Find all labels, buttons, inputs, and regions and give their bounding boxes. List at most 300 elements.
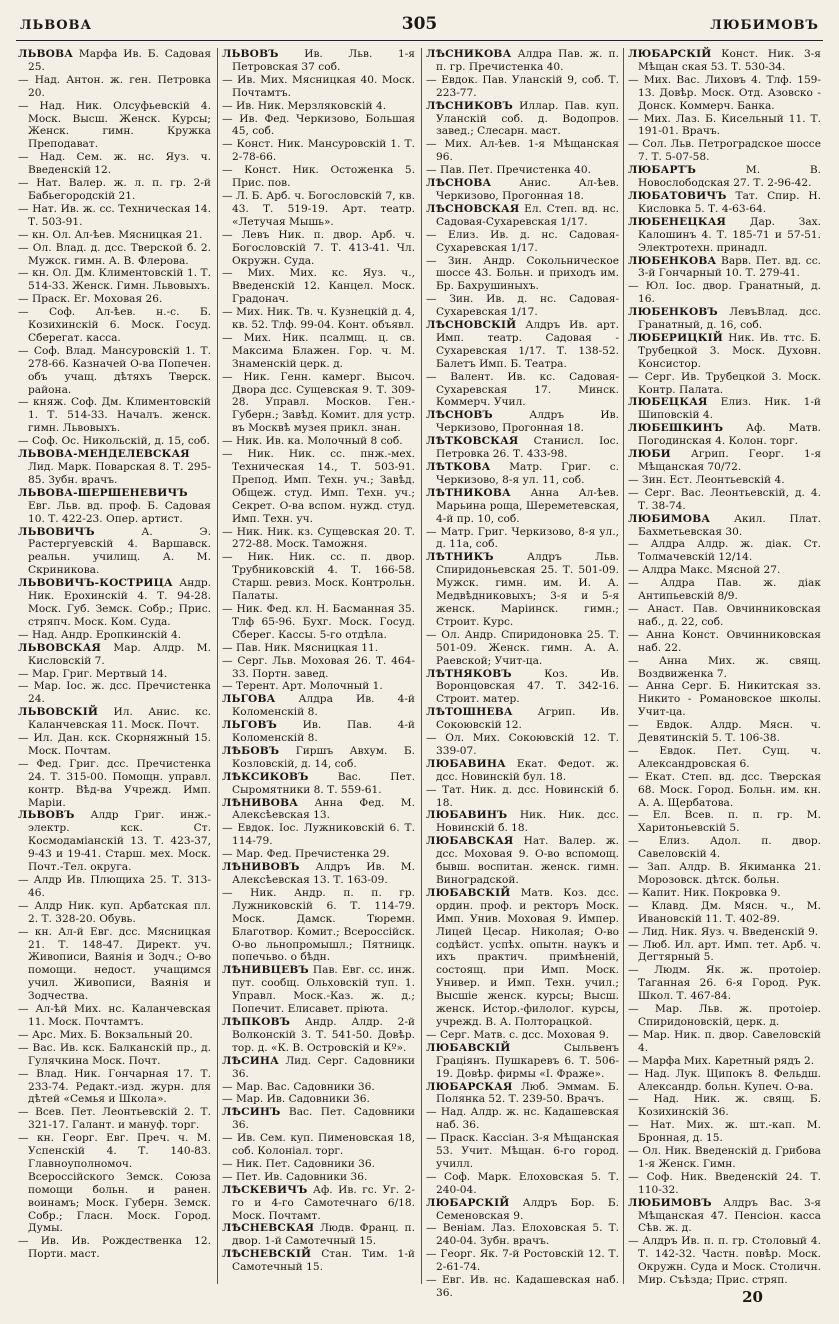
entry-text: Валент. Ив. кс. Садовая-Сухаревская 17. Минск. Коммерч. Учил. bbox=[436, 370, 619, 409]
entry-text: Сыльвенъ Граціянъ. Пушкаревъ 6. Т. 506-19. Довѣр. фирмы «І. Фраже». bbox=[436, 1041, 619, 1080]
directory-entry bbox=[222, 1016, 415, 1055]
surname: ЛЬГОВА bbox=[222, 693, 276, 706]
ditto-dash: — bbox=[628, 280, 646, 293]
ditto-dash: — bbox=[222, 73, 238, 86]
directory-entry bbox=[426, 668, 619, 707]
surname: ЛЮБИМОВА bbox=[628, 512, 711, 525]
entry-text: Алдра Пав. ж. діак Антипьевскій 8/9. bbox=[638, 577, 821, 603]
directory-sub-entry bbox=[628, 74, 821, 113]
ditto-dash: — bbox=[628, 886, 642, 899]
entry-text: Мар. Алдр. М. Кисловскій 7. bbox=[28, 641, 211, 667]
ditto-dash: — bbox=[628, 835, 659, 848]
entry-text: Мар. Фед. Пречистенка 29. bbox=[235, 848, 390, 861]
signature-mark: 20 bbox=[742, 1288, 763, 1306]
directory-entry bbox=[18, 448, 211, 487]
directory-entry bbox=[426, 409, 619, 435]
entry-text: Тат. Спир. Н. Кисловка 5. Т. 4-63-64. bbox=[638, 189, 821, 215]
entry-text: Юл. Іос. двор. Гранатный, д. 16. bbox=[638, 280, 821, 306]
surname: ЛЮБАРСКІЙ bbox=[426, 1196, 510, 1209]
entry-text: Анна Мих. ж. свящ. Воздвиженка 7. bbox=[638, 654, 821, 680]
entry-text: Людм. Як. ж. протоіер. Таганная 26. 6-я Город. Рук. Школ. Т. 467-84. bbox=[638, 964, 821, 1003]
directory-entry bbox=[222, 1055, 415, 1081]
directory-entry bbox=[426, 835, 619, 887]
ditto-dash: — bbox=[426, 1132, 441, 1145]
entry-text: Мар. Іос. ж. дсс. Пречистенка 24. bbox=[28, 680, 211, 706]
ditto-dash: — bbox=[222, 886, 251, 899]
ditto-dash: — bbox=[628, 602, 648, 615]
entry-text: Лид. Ник. Яуз. ч. Введенскій 9. bbox=[641, 925, 819, 938]
ditto-dash: — bbox=[222, 551, 248, 564]
entry-text: Ник. Ив. ка. Молочный 8 соб. bbox=[235, 435, 403, 448]
ditto-dash: — bbox=[426, 1170, 445, 1183]
directory-sub-entry bbox=[18, 267, 211, 293]
entry-text: Алдръ Ив. М. Алексѣевская 13. Т. 163-09. bbox=[232, 861, 415, 886]
ditto-dash: — bbox=[628, 809, 653, 822]
entry-text: Тат. Ник. д. дсс. Новинскій б. 18. bbox=[436, 783, 619, 809]
ditto-dash: — bbox=[628, 654, 660, 667]
directory-sub-entry bbox=[18, 1029, 211, 1042]
ditto-dash: — bbox=[628, 770, 646, 783]
directory-page bbox=[16, 14, 823, 1310]
directory-entry bbox=[222, 1248, 415, 1274]
surname: ЛЮБАРСКАЯ bbox=[426, 1080, 513, 1093]
directory-entry bbox=[426, 706, 619, 732]
entry-text: Алдра Алдр. ж. діак. Ст. Толмачевскій 12/14. bbox=[638, 538, 821, 564]
column-rule bbox=[217, 48, 218, 1284]
surname: ЛЬВОВИЧЪ bbox=[18, 525, 95, 538]
directory-entry bbox=[426, 100, 619, 139]
entry-text: Акил. Плат. Бахметьевская 30. bbox=[638, 512, 821, 538]
entry-text: Евдок. Іос. Лужниковскій 6. Т. 114-79. bbox=[232, 822, 415, 848]
entry-text: Евг. Льв. вд. проф. Б. Садовая 10. Т. 422-23. Опер. артист. bbox=[28, 499, 211, 525]
column-rule bbox=[421, 48, 422, 1284]
ditto-dash: — bbox=[18, 228, 32, 241]
entry-text: Алдръ Льв. Спиридоньевская 25. Т. 501-09. Мужск. гимн. им. И. А. Медвѣдниковыхъ; 3-я и 5-я женск. Маріинск. гимн.; Строит. Курс. bbox=[436, 551, 619, 628]
ditto-dash: — bbox=[426, 732, 446, 745]
entry-text: Ник. Пет. Садовники 36. bbox=[235, 1157, 376, 1170]
directory-sub-entry bbox=[222, 74, 415, 100]
running-head-right: ЛЮБИМОВЪ bbox=[710, 18, 819, 33]
directory-sub-entry bbox=[628, 719, 821, 745]
directory-entry bbox=[628, 422, 821, 448]
entry-text: Мих. Лаз. Б. Кисельный 11. Т. 191-01. Врачъ. bbox=[638, 112, 821, 138]
directory-sub-entry bbox=[18, 435, 211, 448]
directory-entry bbox=[222, 745, 415, 771]
ditto-dash: — bbox=[18, 732, 34, 745]
directory-sub-entry bbox=[18, 668, 211, 681]
directory-entry bbox=[222, 48, 415, 74]
entry-text: Екат. Федот. ж. дсс. Новинскій бул. 18. bbox=[436, 757, 619, 783]
surname: ЛѢСНОВЪ bbox=[426, 409, 493, 422]
entry-text: Ол. Андр. Спиридоновка 25. Т. 501-09. Женск. гимн. А. А. Раевской; Учит-ца. bbox=[436, 628, 619, 667]
surname: ЛѢТОШНЕВА bbox=[426, 706, 513, 719]
ditto-dash: — bbox=[18, 757, 37, 770]
ditto-dash: — bbox=[628, 899, 652, 912]
ditto-dash: — bbox=[18, 680, 34, 693]
directory-sub-entry bbox=[222, 448, 415, 525]
entry-text: Ник. Фед. кл. Н. Басманная 35. Тлф 65-96. Бухг. Моск. Госуд. Сберег. Кассы. 5-го отдѣла. bbox=[232, 602, 415, 641]
entry-text: Алдра Макс. Мясной 27. bbox=[641, 564, 781, 577]
entry-text: Л. Б. Арб. ч. Богословскій 7, кв. 43. Т. 519-19. Арт. театр. «Летучая Мышь». bbox=[232, 189, 415, 228]
surname: ЛѢСНЕВСКІЙ bbox=[222, 1248, 312, 1261]
directory-sub-entry bbox=[18, 900, 211, 926]
directory-sub-entry bbox=[628, 371, 821, 397]
directory-entry bbox=[18, 577, 211, 629]
ditto-dash: — bbox=[628, 1054, 642, 1067]
directory-entry bbox=[426, 461, 619, 487]
ditto-dash: — bbox=[18, 1067, 37, 1080]
ditto-dash: — bbox=[628, 73, 644, 86]
entry-text: Нат. Валер. ж. дсс. Моховая 9. О-во вспомощ. бывш. воспитан. женск. гимн. Виноградской. bbox=[436, 835, 619, 886]
ditto-dash: — bbox=[222, 306, 237, 319]
surname: ЛЮБАРСКІЙ bbox=[628, 48, 712, 60]
directory-entry bbox=[426, 48, 619, 74]
entry-text: Анна Серг. Б. Никитская зз. Никито - Романовское школы. Учит-ца. bbox=[638, 680, 821, 719]
directory-sub-entry bbox=[18, 874, 211, 900]
directory-entry bbox=[426, 1081, 619, 1107]
entry-columns bbox=[16, 48, 823, 1299]
ditto-dash: — bbox=[628, 964, 655, 977]
entry-text: Веніам. Лаз. Елоховская 5. Т. 240-04. Зубн. врачъ. bbox=[436, 1222, 619, 1248]
entry-text: Алдр Ник. куп. Арбатская пл. 2. Т. 328-20. Обувь. bbox=[28, 899, 211, 925]
directory-sub-entry bbox=[222, 229, 415, 268]
ditto-dash: — bbox=[628, 1093, 654, 1106]
directory-sub-entry bbox=[222, 603, 415, 642]
directory-entry bbox=[628, 332, 821, 371]
entry-text: Ал-ѣй Мих. нс. Каланчевская 11. Моск. Почтамтъ. bbox=[28, 1003, 211, 1028]
entry-text: Серг. Вас. Леонтьевскій, д. 4. Т. 38-74. bbox=[638, 486, 821, 512]
directory-sub-entry bbox=[18, 345, 211, 397]
directory-entry bbox=[18, 487, 211, 526]
directory-sub-entry bbox=[628, 1093, 821, 1119]
ditto-dash: — bbox=[222, 1080, 236, 1093]
directory-sub-entry bbox=[222, 435, 415, 448]
ditto-dash: — bbox=[426, 138, 445, 151]
ditto-dash: — bbox=[628, 680, 646, 693]
surname: ЛЮБЕРИЦКІЙ bbox=[628, 331, 723, 344]
ditto-dash: — bbox=[628, 744, 660, 757]
directory-entry bbox=[426, 203, 619, 229]
directory-sub-entry bbox=[628, 771, 821, 810]
entry-text: Ник. Ник. сс. п. двор. Трубниковскій 4. Т. 166-58. Старш. ревиз. Моск. Контрольн. Палаты. bbox=[232, 551, 415, 603]
directory-sub-entry bbox=[18, 1235, 211, 1261]
surname: ЛЬВОВА-МЕНДЕЛЕВСКАЯ bbox=[18, 448, 190, 461]
directory-sub-entry bbox=[628, 1145, 821, 1171]
entry-text: Мих. Ник. псалмщ. ц. св. Максима Блажен. Гор. ч. М. Знаменскій церк. д. bbox=[232, 331, 415, 370]
entry-text: Ел. Степ. вд. нс. Садовая-Сухаревская 1/17. bbox=[436, 202, 619, 228]
ditto-dash: — bbox=[222, 138, 237, 151]
entry-text: Мих. Вас. Лиховъ 4. Тлф. 159-13. Довѣр. Моск. Отд. Азовско - Донск. Коммерч. Банка. bbox=[638, 73, 822, 112]
column-1 bbox=[18, 48, 211, 1288]
ditto-dash: — bbox=[426, 73, 442, 86]
directory-entry bbox=[18, 642, 211, 668]
entry-text: Соф. Ал-ѣев. н.-с. Б. Козихинскій 6. Моск. Госуд. Сберегат. касса. bbox=[28, 306, 211, 344]
surname: ЛѢСИНЪ bbox=[222, 1106, 281, 1119]
directory-sub-entry bbox=[628, 900, 821, 926]
ditto-dash: — bbox=[18, 344, 34, 357]
ditto-dash: — bbox=[18, 1235, 41, 1248]
entry-text: Елиз. Ив. д. нс. Садовая-Сухаревская 1/17. bbox=[436, 228, 620, 254]
entry-text: Ник. Ив. ттс. Б. Трубецкой 3. Моск. Духовн. Консистор. bbox=[638, 331, 821, 370]
entry-text: Капит. Ник. Покровка 9. bbox=[641, 886, 781, 899]
directory-sub-entry bbox=[628, 1171, 821, 1197]
directory-sub-entry bbox=[18, 151, 211, 177]
entry-text: Клавд. Дм. Мясн. ч., М. Ивановскій 11. Т. 402-89. bbox=[638, 899, 821, 925]
entry-text: Нат. Валер. ж. л. п. гр. 2-й Бабьегородскій 21. bbox=[28, 177, 211, 202]
directory-sub-entry bbox=[426, 293, 619, 319]
ditto-dash: — bbox=[18, 1003, 36, 1016]
directory-sub-entry bbox=[18, 1068, 211, 1107]
directory-sub-entry bbox=[628, 887, 821, 900]
entry-text: Зин. Ест. Леонтьевскій 4. bbox=[641, 473, 785, 486]
entry-text: ЛевъВлад. дсс. Гранатный, д. 16, соб. bbox=[638, 306, 821, 332]
directory-entry bbox=[628, 396, 821, 422]
entry-text: Евдок. Пет. Сущ. ч. Александровская 6. bbox=[638, 744, 821, 770]
ditto-dash: — bbox=[628, 1235, 643, 1248]
directory-sub-entry bbox=[426, 138, 619, 164]
entry-text: Ол. Мих. Сокоювскій 12. Т. 339-07. bbox=[436, 732, 619, 757]
entry-text: Ив. Пав. 4-й Коломенскій 8. bbox=[232, 719, 415, 745]
surname: ЛѢТНЯКОВЪ bbox=[426, 667, 512, 680]
directory-sub-entry bbox=[222, 1081, 415, 1094]
running-head-left: ЛЬВОВА bbox=[20, 18, 93, 33]
surname: ЛѢСНИКОВЪ bbox=[426, 99, 513, 112]
entry-text: Ник. Генн. камерг. Высоч. Двора дсс. Сущевская 9. Т. 309-28. Управл. Москов. Ген.-Губерн.; Завѣд. Комит. для устр. въ Москвѣ музея прикл. знан. bbox=[232, 370, 415, 435]
surname: ЛѢСНОВСКАЯ bbox=[426, 202, 520, 215]
directory-sub-entry bbox=[18, 177, 211, 203]
directory-sub-entry bbox=[222, 655, 415, 681]
surname: ЛЬВОВА bbox=[18, 48, 74, 60]
surname: ЛЬВОВЪ bbox=[18, 809, 75, 822]
ditto-dash: — bbox=[628, 473, 642, 486]
directory-entry bbox=[18, 809, 211, 874]
ditto-dash: — bbox=[426, 1106, 441, 1119]
directory-sub-entry bbox=[628, 1003, 821, 1029]
entry-text: Дар. Зах. Калошинъ 4. Т. 185-71 и 57-51. Электротехн. принадл. bbox=[638, 215, 821, 254]
entry-text: Ник. Ник. сс. пнж.-мех. Техническая 14., Т. 503-91. Препод. Имп. Техн. уч.; Завѣд. Общеж. студ. Имп. Техн. уч.; Секрет. О-ва вспом. нужд. студ. Имп. Техн. уч. bbox=[232, 448, 415, 525]
entry-text: Ив. Ив. Рождественка 12. Порти. маст. bbox=[28, 1235, 211, 1261]
surname: ЛѢНИВЦЕВЪ bbox=[222, 964, 309, 977]
directory-sub-entry bbox=[222, 190, 415, 229]
entry-text: А. Э. Растергуевскій 4. Варшавск. реальн. училищ. А. М. Скриникова. bbox=[28, 525, 211, 577]
surname: ЛЮБАВСКІЙ bbox=[426, 886, 511, 899]
page-number: 305 bbox=[401, 14, 438, 34]
directory-sub-entry bbox=[426, 1106, 619, 1132]
directory-entry bbox=[222, 964, 415, 1016]
directory-entry bbox=[628, 216, 821, 255]
entry-text: Ил. Дан. кск. Скорняжный 15. Моск. Почтам. bbox=[28, 732, 212, 757]
directory-sub-entry bbox=[222, 1171, 415, 1184]
directory-sub-entry bbox=[222, 306, 415, 332]
directory-sub-entry bbox=[222, 887, 415, 964]
entry-text: Ел. Всев. п. п. гр. М. Харитоньевскій 5. bbox=[638, 809, 821, 835]
entry-text: Анис. Ал-ѣев. Черкизово, Прогонная 18. bbox=[436, 177, 619, 202]
ditto-dash: — bbox=[18, 396, 34, 409]
surname: ЛЮБАВИНЪ bbox=[426, 809, 508, 822]
directory-sub-entry bbox=[628, 1029, 821, 1055]
entry-text: Вас. Ив. кск. Балканскій пр., д. Гулячкина Моск. Почт. bbox=[28, 1041, 211, 1067]
directory-sub-entry bbox=[628, 629, 821, 655]
ditto-dash: — bbox=[222, 822, 238, 835]
directory-sub-entry bbox=[222, 267, 415, 306]
surname: ЛѢПКОВЪ bbox=[222, 1015, 291, 1028]
surname: ЛЮБЕНЕЦКАЯ bbox=[628, 215, 727, 228]
surname: ЛЮБИМОВЪ bbox=[628, 1196, 712, 1209]
surname: ЛЬВОВСКІЙ bbox=[18, 706, 99, 719]
column-rule bbox=[623, 48, 624, 1284]
directory-sub-entry bbox=[628, 538, 821, 564]
directory-sub-entry bbox=[426, 255, 619, 294]
entry-text: кн. Георг. Евг. Преч. ч. М. Успенскій 4. Т. 140-83. Главноуполномоч. Всероссійского Земск. Союза помощи больн. и ранен. воинамъ; Моск. Губерн. Земск. Собр.; Гласн. Моск. Город. Думы. bbox=[28, 1132, 211, 1235]
ditto-dash: — bbox=[222, 602, 237, 615]
directory-sub-entry bbox=[222, 138, 415, 164]
ditto-dash: — bbox=[222, 641, 236, 654]
surname: ЛѢСКЕВИЧЪ bbox=[222, 1183, 308, 1196]
entry-text: Нат. Мих. ж. шт.-кап. М. Бронная, д. 15. bbox=[638, 1119, 821, 1145]
directory-entry bbox=[628, 513, 821, 539]
ditto-dash: — bbox=[426, 525, 441, 538]
entry-text: Матр. Григ. Черкизово, 8-я ул., д. 11а, соб. bbox=[436, 525, 619, 551]
ditto-dash: — bbox=[222, 331, 244, 344]
directory-sub-entry bbox=[426, 732, 619, 758]
directory-sub-entry bbox=[222, 164, 415, 190]
ditto-dash: — bbox=[222, 228, 242, 241]
entry-text: Ив. Льв. 1-я Петровская 37 соб. bbox=[232, 48, 415, 73]
directory-sub-entry bbox=[628, 487, 821, 513]
directory-sub-entry bbox=[18, 1132, 211, 1235]
directory-entry bbox=[628, 190, 821, 216]
ditto-dash: — bbox=[426, 293, 450, 306]
surname: ЛѢНИВОВЪ bbox=[222, 861, 300, 874]
directory-entry bbox=[426, 809, 619, 835]
entry-text: Георг. Як. 7-й Ростовскій 12. Т. 2-61-74. bbox=[436, 1248, 619, 1274]
directory-sub-entry bbox=[18, 732, 211, 758]
directory-sub-entry bbox=[222, 642, 415, 655]
directory-sub-entry bbox=[18, 1003, 211, 1029]
entry-text: Нат. Ив. ж. сс. Техническая 14. Т. 503-91. bbox=[28, 202, 211, 228]
surname: ЛѢСНОВСКІЙ bbox=[426, 319, 517, 332]
ditto-dash: — bbox=[628, 112, 644, 125]
directory-entry bbox=[628, 164, 821, 190]
ditto-dash: — bbox=[18, 73, 35, 86]
ditto-dash: — bbox=[18, 151, 40, 164]
entry-text: Всев. Пет. Леонтьевскій 2. Т. 321-17. Галант. и мануф. торг. bbox=[28, 1106, 211, 1132]
directory-sub-entry bbox=[426, 74, 619, 100]
entry-text: Алдръ Ив. Черкизово, Прогонная 18. bbox=[436, 409, 619, 435]
entry-text: Лид. Марк. Поварская 8. Т. 295-85. Зубн. врачъ. bbox=[28, 461, 211, 486]
directory-sub-entry bbox=[628, 138, 821, 164]
directory-sub-entry bbox=[628, 745, 821, 771]
entry-text: Алдр Ив. Плющиха 25. Т. 313-46. bbox=[28, 874, 212, 899]
directory-sub-entry bbox=[628, 680, 821, 719]
ditto-dash: — bbox=[628, 628, 647, 641]
directory-sub-entry bbox=[18, 306, 211, 345]
directory-sub-entry bbox=[222, 680, 415, 693]
entry-text: Коз. Ив. Воронцовская 47. Т. 342-16. Строит. матер. bbox=[436, 667, 619, 706]
directory-sub-entry bbox=[426, 1171, 619, 1197]
ditto-dash: — bbox=[426, 370, 451, 383]
ditto-dash: — bbox=[628, 1170, 647, 1183]
entry-text: Гиршъ Авхум. Б. Козловскій, д. 14, соб. bbox=[232, 744, 415, 770]
entry-text: Андр. Алдр. 2-й Волконскій 3. Т. 541-50. Довѣр. тор. д. «К. В. Островскій и Кº». bbox=[232, 1015, 415, 1054]
entry-text: Пав. Пет. Пречистенка 40. bbox=[439, 164, 591, 177]
column-2 bbox=[222, 48, 415, 1288]
directory-entry bbox=[222, 797, 415, 823]
directory-sub-entry bbox=[18, 100, 211, 152]
entry-text: Праск. Ег. Моховая 26. bbox=[31, 293, 163, 306]
surname: ЛѢСНЕВСКАЯ bbox=[222, 1222, 315, 1235]
directory-sub-entry bbox=[18, 396, 211, 435]
surname: ЛЮБАВСКАЯ bbox=[426, 835, 514, 848]
directory-entry bbox=[222, 1106, 415, 1132]
directory-sub-entry bbox=[628, 1068, 821, 1094]
directory-sub-entry bbox=[628, 939, 821, 965]
ditto-dash: — bbox=[628, 861, 648, 874]
entry-text: Зап. Алдр. В. Якиманка 21. Морозовск. дѣтск. больн. bbox=[638, 861, 822, 886]
surname: ЛЬВОВИЧЪ-КОСТРИЦА bbox=[18, 577, 173, 590]
directory-sub-entry bbox=[628, 113, 821, 139]
entry-text: Варв. Пет. вд. сс. 3-й Гончарный 10. Т. 279-41. bbox=[638, 254, 821, 280]
directory-entry bbox=[628, 1197, 821, 1236]
directory-sub-entry bbox=[426, 371, 619, 410]
directory-sub-entry bbox=[18, 74, 211, 100]
entry-text: Соф. Влад. Мансуровскій 1. Т. 278-66. Казначей О-ва Попечен. объ учащ. дѣтяхъ Тверск. района. bbox=[28, 344, 211, 396]
entry-text: Ив. Фед. Черкизово, Большая 45, соб. bbox=[232, 112, 416, 138]
directory-sub-entry bbox=[18, 629, 211, 642]
directory-entry bbox=[222, 771, 415, 797]
directory-sub-entry bbox=[18, 1042, 211, 1068]
directory-entry bbox=[222, 861, 415, 887]
ditto-dash: — bbox=[222, 164, 245, 177]
surname: ЛѢТНИКЪ bbox=[426, 551, 494, 564]
ditto-dash: — bbox=[222, 189, 237, 202]
directory-sub-entry bbox=[628, 964, 821, 1003]
surname: ЛЮБЕШКИНЪ bbox=[628, 422, 724, 435]
entry-text: Над. Андр. Еропкинскій 4. bbox=[31, 628, 182, 641]
directory-sub-entry bbox=[222, 1093, 415, 1106]
directory-sub-entry bbox=[18, 242, 211, 268]
entry-text: Ив. Ник. Мерзляковскій 4. bbox=[235, 99, 387, 112]
entry-text: Над. Лук. Щипокъ 8. Фельдш. Александр. больн. Купеч. О-ва. bbox=[638, 1067, 821, 1093]
directory-sub-entry bbox=[426, 1029, 619, 1042]
ditto-dash: — bbox=[628, 1003, 656, 1016]
directory-sub-entry bbox=[628, 809, 821, 835]
directory-entry bbox=[628, 48, 821, 74]
ditto-dash: — bbox=[426, 783, 443, 796]
ditto-dash: — bbox=[18, 202, 33, 215]
directory-sub-entry bbox=[628, 603, 821, 629]
directory-sub-entry bbox=[222, 371, 415, 436]
entry-text: Андр. Ник. Ерохинскій 4. Т. 94-28. Моск. Губ. Земск. Собр.; Прис. стряпч. Моск. Ком. Суда. bbox=[28, 577, 211, 628]
entry-text: Пет. Ив. Садовники 36. bbox=[235, 1170, 368, 1183]
surname: ЛѢТНИКОВА bbox=[426, 486, 511, 499]
ditto-dash: — bbox=[18, 1028, 32, 1041]
entry-text: Люб. Ил. арт. Имп. тет. Арб. ч. Дегтярный 5. bbox=[638, 938, 821, 964]
entry-text: Ил. Анис. кс. Каланчевская 11. Моск. Почт. bbox=[28, 706, 211, 732]
directory-sub-entry bbox=[628, 1119, 821, 1145]
entry-text: Левъ Ник. п. двор. Арб. ч. Богословскій 7. Т. 413-41. Чл. Окружн. Суда. bbox=[232, 228, 415, 267]
directory-entry bbox=[426, 177, 619, 203]
directory-sub-entry bbox=[628, 1055, 821, 1068]
directory-sub-entry bbox=[222, 551, 415, 603]
ditto-dash: — bbox=[222, 848, 236, 861]
ditto-dash: — bbox=[426, 628, 442, 641]
entry-text: Ол. Влад. д. дсс. Тверской б. 2. Мужск. гимн. А. В. Флерова. bbox=[28, 241, 211, 267]
ditto-dash: — bbox=[628, 1119, 650, 1132]
entry-text: Марфа Мих. Каретный рядъ 2. bbox=[641, 1054, 815, 1067]
entry-text: Аф. Матв. Погодинская 4. Колон. торг. bbox=[638, 422, 821, 448]
directory-entry bbox=[628, 255, 821, 281]
